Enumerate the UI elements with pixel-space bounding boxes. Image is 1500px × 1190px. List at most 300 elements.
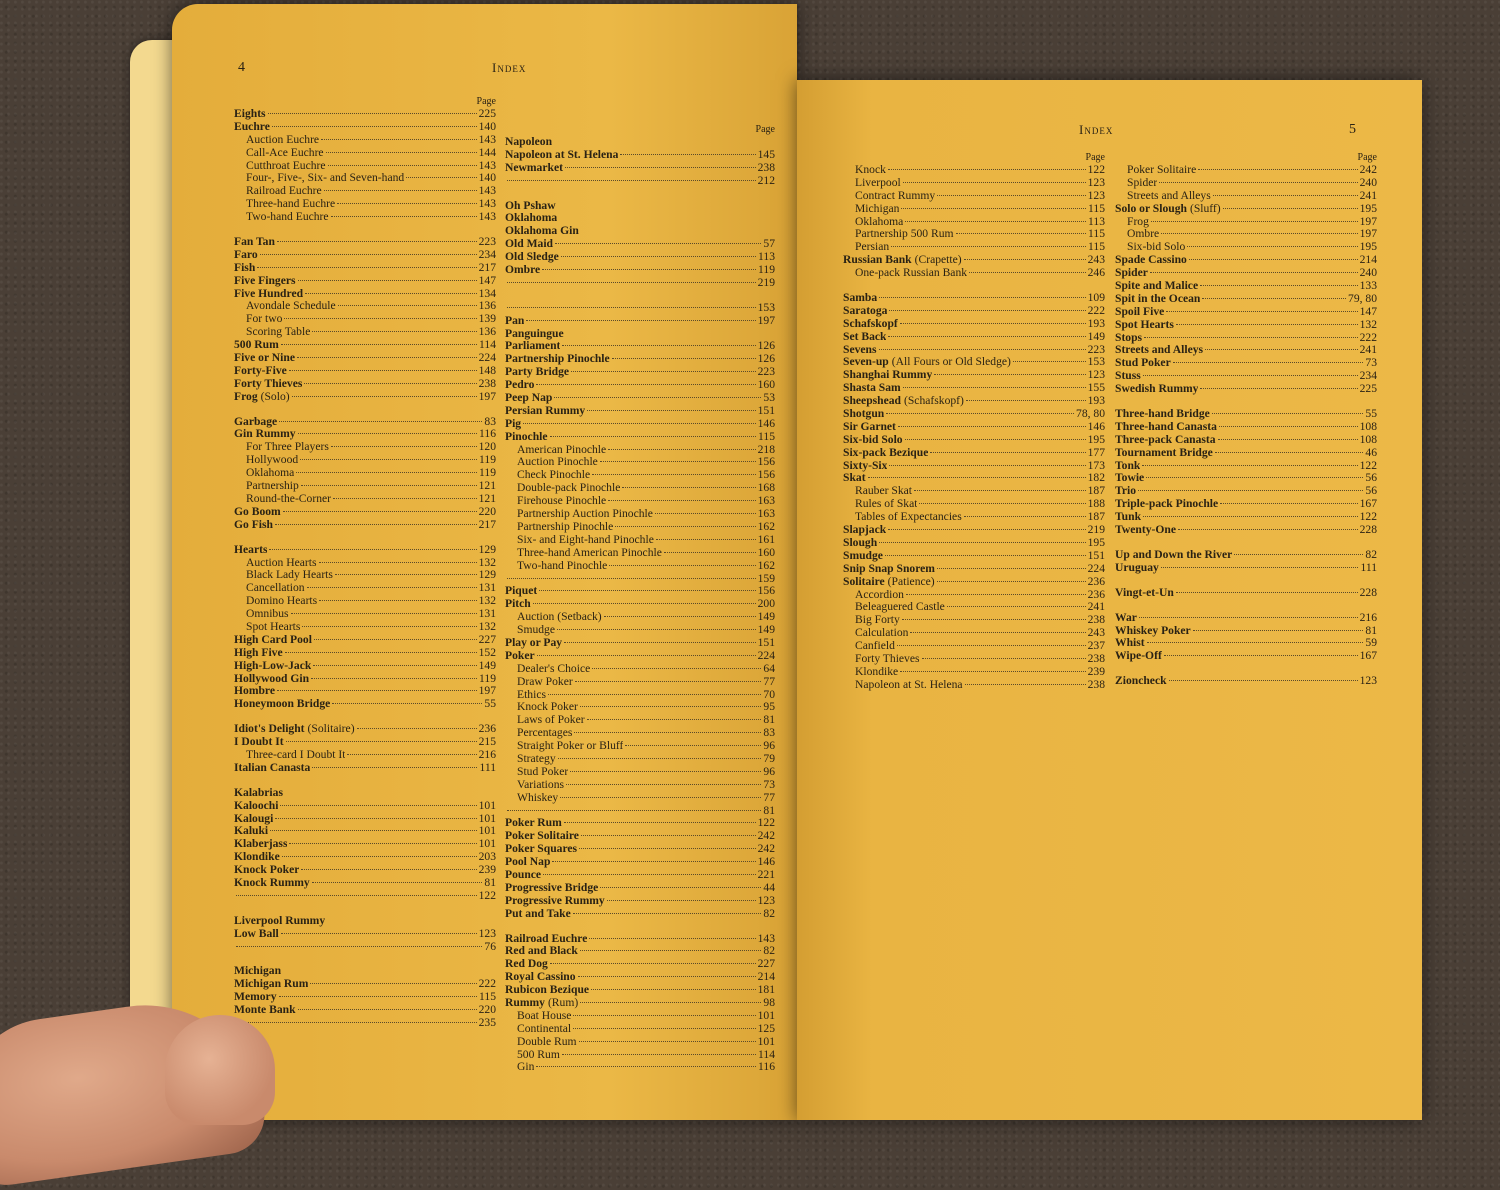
entry-page: 132 (1359, 318, 1377, 331)
index-entry (505, 379, 775, 392)
entry-title: Rules of Skat (855, 498, 918, 511)
entry-title: Party Bridge (505, 366, 570, 379)
index-entry (234, 813, 496, 826)
index-entry (843, 292, 1105, 305)
dot-leader (1138, 489, 1363, 491)
entry-title: Zioncheck (1115, 675, 1167, 688)
dot-leader (1215, 451, 1364, 453)
dot-leader (1166, 310, 1357, 312)
dot-leader (536, 1065, 756, 1067)
group-spacer (234, 224, 496, 236)
index-entry (1115, 421, 1377, 434)
entry-title: Klaberjass (234, 838, 288, 851)
index-subentry (505, 727, 775, 740)
group-spacer (1115, 575, 1377, 587)
index-entry (1115, 293, 1377, 306)
dot-leader (284, 317, 476, 319)
entry-page: 242 (1359, 164, 1377, 176)
dot-leader (279, 995, 478, 997)
index-entry (234, 991, 496, 1004)
group-spacer (1115, 396, 1377, 408)
entry-page: 168 (757, 482, 775, 495)
index-entry (1115, 612, 1377, 625)
dot-leader (555, 242, 761, 244)
entry-title: Napoleon at St. Helena (855, 678, 963, 691)
index-subentry (505, 624, 775, 637)
running-head: Index (492, 60, 527, 75)
dot-leader (257, 266, 476, 268)
page-column-header: Page (1085, 152, 1105, 163)
index-entry (234, 121, 496, 134)
dot-leader (1146, 476, 1363, 478)
dot-leader (1173, 361, 1364, 363)
dot-leader (1151, 220, 1358, 222)
entry-page: 193 (1087, 395, 1105, 408)
index-entry (505, 830, 775, 843)
entry-title: Spoil Five (1115, 305, 1165, 318)
index-entry (234, 877, 496, 890)
entry-page: 223 (1087, 343, 1105, 356)
group-spacer (505, 188, 775, 200)
entry-title: Fish (234, 261, 256, 274)
entry-title: Shotgun (843, 408, 885, 421)
index-entry (505, 997, 775, 1010)
dot-leader (282, 855, 477, 857)
entry-page: 144 (478, 146, 496, 159)
entry-title: Stops (1115, 331, 1143, 344)
entry-title: Put and Take (505, 907, 571, 920)
dot-leader (930, 451, 1085, 453)
dot-leader (281, 343, 477, 345)
dot-leader (338, 304, 477, 306)
entry-page: 238 (478, 377, 496, 390)
dot-leader (591, 988, 756, 990)
entry-title: For two (246, 313, 283, 326)
dot-leader (879, 541, 1085, 543)
index-entry (505, 984, 775, 997)
entry-page: 56 (1365, 485, 1377, 498)
entry-title: Big Forty (855, 614, 900, 627)
entry-title: Six- and Eight-hand Pinochle (517, 533, 654, 546)
index-subentry (505, 1061, 775, 1074)
entry-title: Wipe-Off (1115, 650, 1162, 663)
entry-page: 240 (1359, 176, 1377, 189)
index-entry (505, 585, 775, 598)
entry-title: High Five (234, 646, 283, 659)
entry-title: Sevens (843, 343, 877, 356)
entry-page: 129 (478, 543, 496, 556)
dot-leader (592, 473, 756, 475)
entry-page: 136 (478, 300, 496, 313)
entry-page: 121 (478, 492, 496, 505)
entry-page: 149 (478, 659, 496, 672)
dot-leader (604, 615, 756, 617)
dot-leader (1234, 553, 1363, 555)
entry-title: Domino Hearts (246, 595, 318, 608)
index-entry (505, 856, 775, 869)
index-subentry (234, 211, 496, 224)
entry-page: 212 (757, 174, 775, 187)
entry-title: Go Fish (234, 518, 273, 531)
entry-title: Red Dog (505, 958, 548, 971)
entry-page: 108 (1359, 420, 1377, 433)
entry-title: Double-pack Pinochle (517, 482, 621, 495)
dot-leader (554, 396, 761, 398)
entry-page: 96 (763, 765, 775, 778)
dot-leader (236, 945, 482, 947)
index-entry (505, 418, 775, 431)
entry-title: Calculation (855, 627, 909, 640)
entry-page: 159 (757, 572, 775, 585)
entry-page: 73 (763, 778, 775, 791)
index-entry (1115, 625, 1377, 638)
dot-leader (328, 164, 477, 166)
entry-title: Idiot's Delight (234, 723, 305, 736)
entry-title: Spade Cassino (1115, 254, 1187, 267)
entry-title: Garbage (234, 415, 278, 428)
entry-title: Gin Rummy (234, 428, 296, 441)
entry-title: Michigan (855, 202, 900, 215)
entry-title: For Three Players (246, 441, 329, 454)
entry-title: Double Rum (517, 1035, 577, 1048)
entry-title: Memory (234, 991, 277, 1004)
entry-page: 219 (757, 276, 775, 289)
index-subentry (1115, 177, 1377, 190)
entry-page: 195 (1359, 202, 1377, 215)
index-subentry (843, 511, 1105, 524)
dot-leader (507, 281, 756, 283)
index-subentry (505, 469, 775, 482)
dot-leader (600, 886, 761, 888)
entry-title: Tonk (1115, 459, 1141, 472)
entry-page: 147 (478, 274, 496, 287)
entry-page: 82 (1365, 548, 1377, 561)
dot-leader (507, 809, 761, 811)
index-entry (234, 851, 496, 864)
entry-title: 500 Rum (517, 1048, 560, 1061)
index-entry (505, 353, 775, 366)
index-entry (505, 315, 775, 328)
index-entry (1115, 319, 1377, 332)
entry-title: Forty-Five (234, 364, 287, 377)
entry-title: Frog (234, 390, 258, 403)
entry-page: 219 (1087, 524, 1105, 537)
dot-leader (296, 471, 477, 473)
entry-title: Triple-pack Pinochle (1115, 498, 1219, 511)
entry-page: 46 (1365, 446, 1377, 459)
entry-page: 81 (763, 714, 775, 727)
index-entry (234, 825, 496, 838)
group-spacer (234, 532, 496, 544)
entry-page: 146 (757, 856, 775, 869)
entry-page: 81 (763, 804, 775, 817)
dot-leader (560, 796, 761, 798)
entry-title: Auction Hearts (246, 556, 317, 569)
entry-page: 234 (1359, 370, 1377, 383)
entry-title: Oklahoma Gin (505, 225, 579, 238)
index-entry (1115, 549, 1377, 562)
dot-leader (314, 638, 477, 640)
entry-page: 214 (1359, 254, 1377, 267)
dot-leader (1164, 654, 1358, 656)
entry-title: Faro (234, 248, 258, 261)
index-entry (1115, 650, 1377, 663)
entry-page: 240 (1359, 267, 1377, 280)
entry-title: Honeymoon Bridge (234, 698, 331, 711)
entry-qualifier: (Patience) (887, 575, 935, 588)
entry-title: Cutthroat Euchre (246, 159, 326, 172)
index-entry (505, 945, 775, 958)
index-entry (843, 537, 1105, 550)
entry-qualifier: (Solitaire) (307, 723, 355, 736)
dot-leader (333, 497, 477, 499)
dot-leader (337, 202, 476, 204)
dot-leader (301, 484, 477, 486)
entry-page: 243 (1087, 627, 1105, 640)
entry-page: 111 (1360, 561, 1377, 574)
index-entry (505, 277, 775, 290)
entry-page: 227 (478, 633, 496, 646)
page-column-header: Page (1357, 152, 1377, 163)
index-entry (843, 254, 1105, 267)
entry-title: Pitch (505, 598, 531, 611)
entry-page: 143 (478, 211, 496, 224)
entry-title: Old Sledge (505, 251, 559, 264)
entry-page: 173 (1087, 459, 1105, 472)
index-entry (505, 302, 775, 315)
entry-page: 133 (1359, 280, 1377, 293)
entry-page: 56 (1365, 472, 1377, 485)
index-entry (234, 915, 496, 928)
entry-title: Partnership 500 Rum (855, 228, 954, 241)
entry-page: 151 (757, 636, 775, 649)
dot-leader (1187, 245, 1357, 247)
index-entry (505, 162, 775, 175)
index-subentry (505, 444, 775, 457)
dot-leader (879, 296, 1085, 298)
dot-leader (1189, 258, 1358, 260)
entry-title: Kaloochi (234, 799, 279, 812)
entry-title: Napoleon (505, 136, 553, 148)
dot-leader (914, 489, 1086, 491)
entry-page: 156 (757, 469, 775, 482)
index-entry (505, 637, 775, 650)
index-entry (843, 356, 1105, 369)
dot-leader (357, 727, 477, 729)
index-entry (1115, 344, 1377, 357)
entry-title: Forty Thieves (855, 652, 920, 665)
entry-title: Persian Rummy (505, 404, 586, 417)
entry-title: Up and Down the River (1115, 548, 1233, 561)
dot-leader (557, 628, 756, 630)
index-subentry (234, 185, 496, 198)
entry-page: 114 (758, 1048, 775, 1061)
entry-title: Ethics (517, 688, 546, 701)
dot-leader (298, 432, 478, 434)
dot-leader (580, 705, 762, 707)
entry-title: Russian Bank (843, 254, 912, 267)
index-entry (505, 340, 775, 353)
entry-title: Accordion (855, 588, 904, 601)
index-subentry (843, 666, 1105, 679)
entry-title: Peep Nap (505, 392, 553, 405)
entry-page: 197 (478, 390, 496, 403)
dot-leader (574, 731, 761, 733)
entry-title: Kalougi (234, 812, 274, 825)
dot-leader (888, 168, 1086, 170)
dot-leader (406, 176, 476, 178)
entry-title: Michigan (234, 965, 282, 978)
index-entry (843, 318, 1105, 331)
entry-title: Scoring Table (246, 326, 311, 339)
index-subentry (234, 160, 496, 173)
entry-page: 101 (478, 838, 496, 851)
index-subentry (234, 569, 496, 582)
entry-title: Omnibus (246, 608, 289, 621)
index-subentry (843, 190, 1105, 203)
index-subentry (1115, 164, 1377, 177)
entry-title: Two-hand Euchre (246, 211, 329, 224)
entry-page: 126 (757, 340, 775, 353)
group-spacer (843, 280, 1105, 292)
entry-page: 149 (1087, 330, 1105, 343)
entry-title: Slough (843, 536, 878, 549)
entry-title: Oklahoma (505, 212, 558, 225)
index-entry (505, 958, 775, 971)
entry-title: Tournament Bridge (1115, 446, 1213, 459)
entry-title: Set Back (843, 330, 887, 343)
entry-title: Three-hand Euchre (246, 198, 336, 211)
index-entry (1115, 524, 1377, 537)
entry-page: 162 (757, 559, 775, 572)
dot-leader (910, 631, 1085, 633)
dot-leader (580, 1001, 761, 1003)
dot-leader (313, 664, 476, 666)
dot-leader (956, 232, 1086, 234)
entry-title: Snip Snap Snorem (843, 562, 935, 575)
entry-page: 122 (757, 817, 775, 830)
entry-page: 81 (484, 876, 496, 889)
entry-page: 177 (1087, 446, 1105, 459)
dot-leader (236, 1021, 477, 1023)
entry-title: Partnership (246, 480, 299, 493)
dot-leader (608, 448, 755, 450)
index-subentry (234, 749, 496, 762)
entry-page: 227 (757, 958, 775, 971)
entry-page: 123 (757, 894, 775, 907)
index-subentry (234, 608, 496, 621)
entry-title: Fan Tan (234, 236, 275, 249)
index-entry (505, 843, 775, 856)
entry-title: Dealer's Choice (517, 662, 591, 675)
entry-title: High-Low-Jack (234, 659, 312, 672)
entry-title: War (1115, 611, 1137, 624)
entry-title: Pan (505, 314, 525, 327)
entry-page: 132 (478, 595, 496, 608)
entry-title: Five Hundred (234, 287, 304, 300)
index-entry (234, 762, 496, 775)
index-entry (1115, 675, 1377, 688)
dot-leader (297, 356, 477, 358)
index-subentry (234, 300, 496, 313)
dot-leader (965, 683, 1086, 685)
entry-page: 131 (478, 608, 496, 621)
entry-page: 121 (478, 480, 496, 493)
dot-leader (1176, 323, 1358, 325)
entry-page: 195 (1087, 536, 1105, 549)
dot-leader (292, 395, 477, 397)
dot-leader (566, 783, 761, 785)
dot-leader (291, 612, 477, 614)
index-entry (234, 352, 496, 365)
entry-page: 222 (478, 978, 496, 991)
index-entry (234, 288, 496, 301)
entry-page: 195 (1359, 241, 1377, 254)
index-subentry (843, 203, 1105, 216)
entry-page: 156 (757, 456, 775, 469)
index-entry (505, 225, 775, 238)
index-subentry (505, 456, 775, 469)
entry-title: Italian Canasta (234, 761, 311, 774)
entry-page: 236 (1087, 588, 1105, 601)
index-subentry (505, 521, 775, 534)
entry-page: 111 (479, 761, 496, 774)
index-entry (1115, 254, 1377, 267)
index-entry (234, 787, 496, 800)
index-subentry (234, 198, 496, 211)
dot-leader (1161, 232, 1357, 234)
entry-page: 79, 80 (1348, 292, 1377, 305)
entry-page: 242 (757, 830, 775, 843)
index-entry (505, 817, 775, 830)
dot-leader (275, 523, 477, 525)
entry-title: Five or Nine (234, 352, 295, 365)
entry-title: Trio (1115, 485, 1137, 498)
group-spacer (234, 903, 496, 915)
dot-leader (286, 740, 477, 742)
dot-leader (310, 982, 476, 984)
entry-page: 115 (1088, 241, 1105, 254)
entry-title: Hearts (234, 543, 268, 556)
entry-page: 162 (757, 520, 775, 533)
entry-title: Black Lady Hearts (246, 569, 333, 582)
dot-leader (573, 1014, 755, 1016)
index-entry (234, 838, 496, 851)
index-subentry (505, 560, 775, 573)
entry-page: 224 (478, 352, 496, 365)
entry-page: 228 (1359, 586, 1377, 599)
dot-leader (1200, 387, 1357, 389)
entry-page: 217 (478, 518, 496, 531)
entry-page: 81 (1365, 624, 1377, 637)
index-entry (505, 805, 775, 818)
entry-page: 223 (478, 236, 496, 249)
dot-leader (889, 309, 1085, 311)
entry-qualifier: (Rum) (547, 997, 579, 1009)
dot-leader (922, 657, 1086, 659)
index-entry (505, 136, 775, 149)
entry-page: 101 (478, 799, 496, 812)
dot-leader (1144, 336, 1358, 338)
entry-title: High Card Pool (234, 633, 312, 646)
entry-page: 153 (1087, 356, 1105, 369)
entry-page: 114 (479, 339, 496, 352)
entry-page: 136 (478, 326, 496, 339)
entry-page: 95 (763, 701, 775, 714)
index-entry (234, 544, 496, 557)
entry-title: American Pinochle (517, 443, 607, 456)
dot-leader (298, 279, 477, 281)
